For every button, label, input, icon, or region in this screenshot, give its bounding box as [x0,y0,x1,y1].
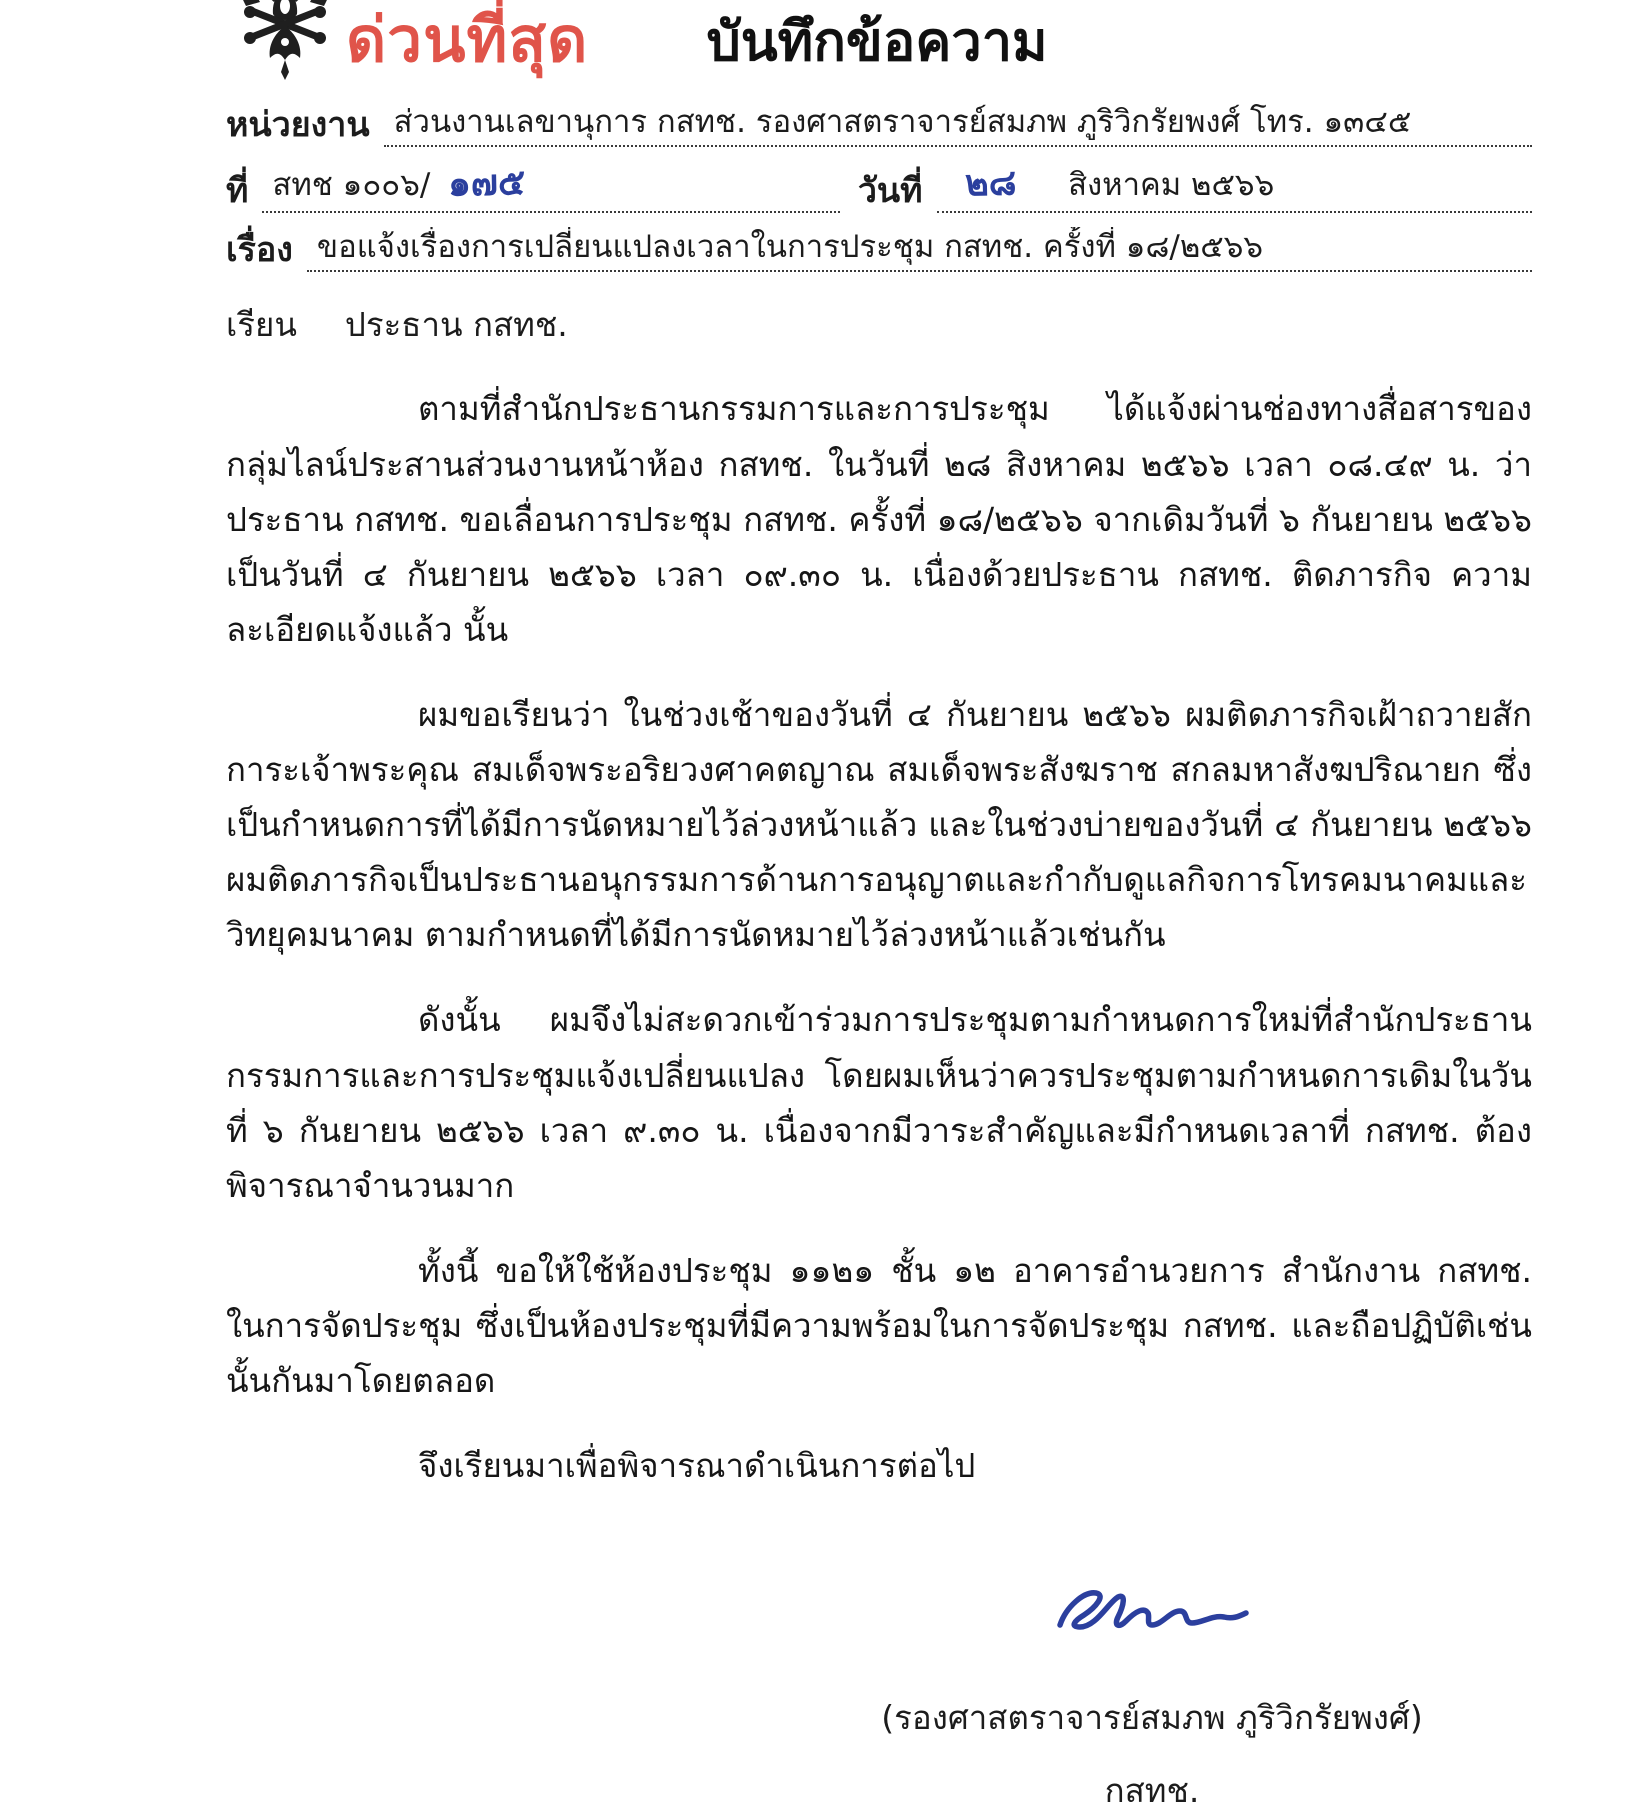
signature-block [772,1567,1532,1817]
paragraph-3: ดังนั้น ผมจึงไม่สะดวกเข้าร่วมการประชุมตามกำหนดการใหม่ที่สำนักประธานกรรมการและการประชุมแจ้งเปลี่ยนแปลง โดยผมเห็นว่าควรประชุมตามกำหนดการเดิมในวันที่ ๖ กันยายน ๒๕๖๖ เวลา ๙.๓๐ น. เนื่องจากมีวาระสำคัญและมีกำหนดเวลาที่ กสทช. ต้องพิจารณาจำนวนมาก [226,1000,1532,1205]
field-row-unit [226,102,1532,147]
field-row-subject [226,227,1532,272]
doc-date-group [840,161,1532,213]
paragraph-5: จึงเรียนมาเพื่อพิจารณาดำเนินการต่อไป [418,1446,976,1486]
doc-number-printed: สทช ๑๐๐๖/ [272,167,431,204]
urgency-stamp: ด่วนที่สุด [346,3,589,76]
unit-label: หน่วยงาน [226,105,370,146]
doc-header [226,0,1532,88]
date-printed: สิงหาคม ๒๕๖๖ [1068,167,1275,204]
field-row-number-date [226,161,1532,213]
number-label: ที่ [226,170,249,211]
salutation-row [226,298,1532,351]
salutation-label: เรียน [226,305,297,345]
signer-name: (รองศาสตราจารย์สมภพ ภูริวิกรัยพงศ์) [881,1698,1423,1738]
doc-number-group [226,161,840,213]
signer-position: กสทช. [1104,1771,1200,1811]
subject-value: ขอแจ้งเรื่องการเปลี่ยนแปลงเวลาในการประชุม กสทช. ครั้งที่ ๑๘/๒๕๖๖ [307,227,1532,272]
handwritten-signature [1022,1567,1282,1659]
date-label: วันที่ [857,170,923,211]
doc-number-handwritten: ๑๗๕ [447,162,526,205]
paragraph-4: ทั้งนี้ ขอให้ใช้ห้องประชุม ๑๑๒๑ ชั้น ๑๒ อาคารอำนวยการ สำนักงาน กสทช. ในการจัดประชุม ซึ่งเป็นห้องประชุมที่มีความพร้อมในการจัดประชุม กสทช. และถือปฏิบัติเช่นนั้นกันมาโดยตลอด [226,1250,1532,1401]
page-title: บันทึกข้อความ [706,10,1048,73]
date-handwritten: ๒๘ [964,162,1017,205]
memo-body [226,381,1532,1493]
doc-date-value [937,161,1532,213]
paragraph-1: ตามที่สำนักประธานกรรมการและการประชุม ได้แจ้งผ่านช่องทางสื่อสารของกลุ่มไลน์ประสานส่วนงานหน้าห้อง กสทช. ในวันที่ ๒๘ สิงหาคม ๒๕๖๖ เวลา ๐๘.๔๙ น. ว่าประธาน กสทช. ขอเลื่อนการประชุม กสทช. ครั้งที่ ๑๘/๒๕๖๖ จากเดิมวันที่ ๖ กันยายน ๒๕๖๖ เป็นวันที่ ๔ กันยายน ๒๕๖๖ เวลา ๐๙.๓๐ น. เนื่องด้วยประธาน กสทช. ติดภารกิจ ความละเอียดแจ้งแล้ว นั้น [226,389,1532,649]
salutation-value: ประธาน กสทช. [344,305,568,345]
garuda-emblem-icon [226,0,344,80]
paragraph-2: ผมขอเรียนว่า ในช่วงเช้าของวันที่ ๔ กันยายน ๒๕๖๖ ผมติดภารกิจเฝ้าถวายสักการะเจ้าพระคุณ สมเด็จพระอริยวงศาคตญาณ สมเด็จพระสังฆราช สกลมหาสังฆปริณายก ซึ่งเป็นกำหนดการที่ได้มีการนัดหมายไว้ล่วงหน้าแล้ว และในช่วงบ่ายของวันที่ ๔ กันยายน ๒๕๖๖ ผมติดภารกิจเป็นประธานอนุกรรมการด้านการอนุญาตและกำกับดูแลกิจการโทรคมนาคมและวิทยุคมนาคม ตามกำหนดที่ได้มีการนัดหมายไว้ล่วงหน้าแล้วเช่นกัน [226,694,1532,955]
unit-value: ส่วนงานเลขานุการ กสทช. รองศาสตราจารย์สมภพ ภูริวิกรัยพงศ์ โทร. ๑๓๔๕ [384,102,1532,147]
doc-number-value [262,161,839,213]
subject-label: เรื่อง [226,230,293,271]
